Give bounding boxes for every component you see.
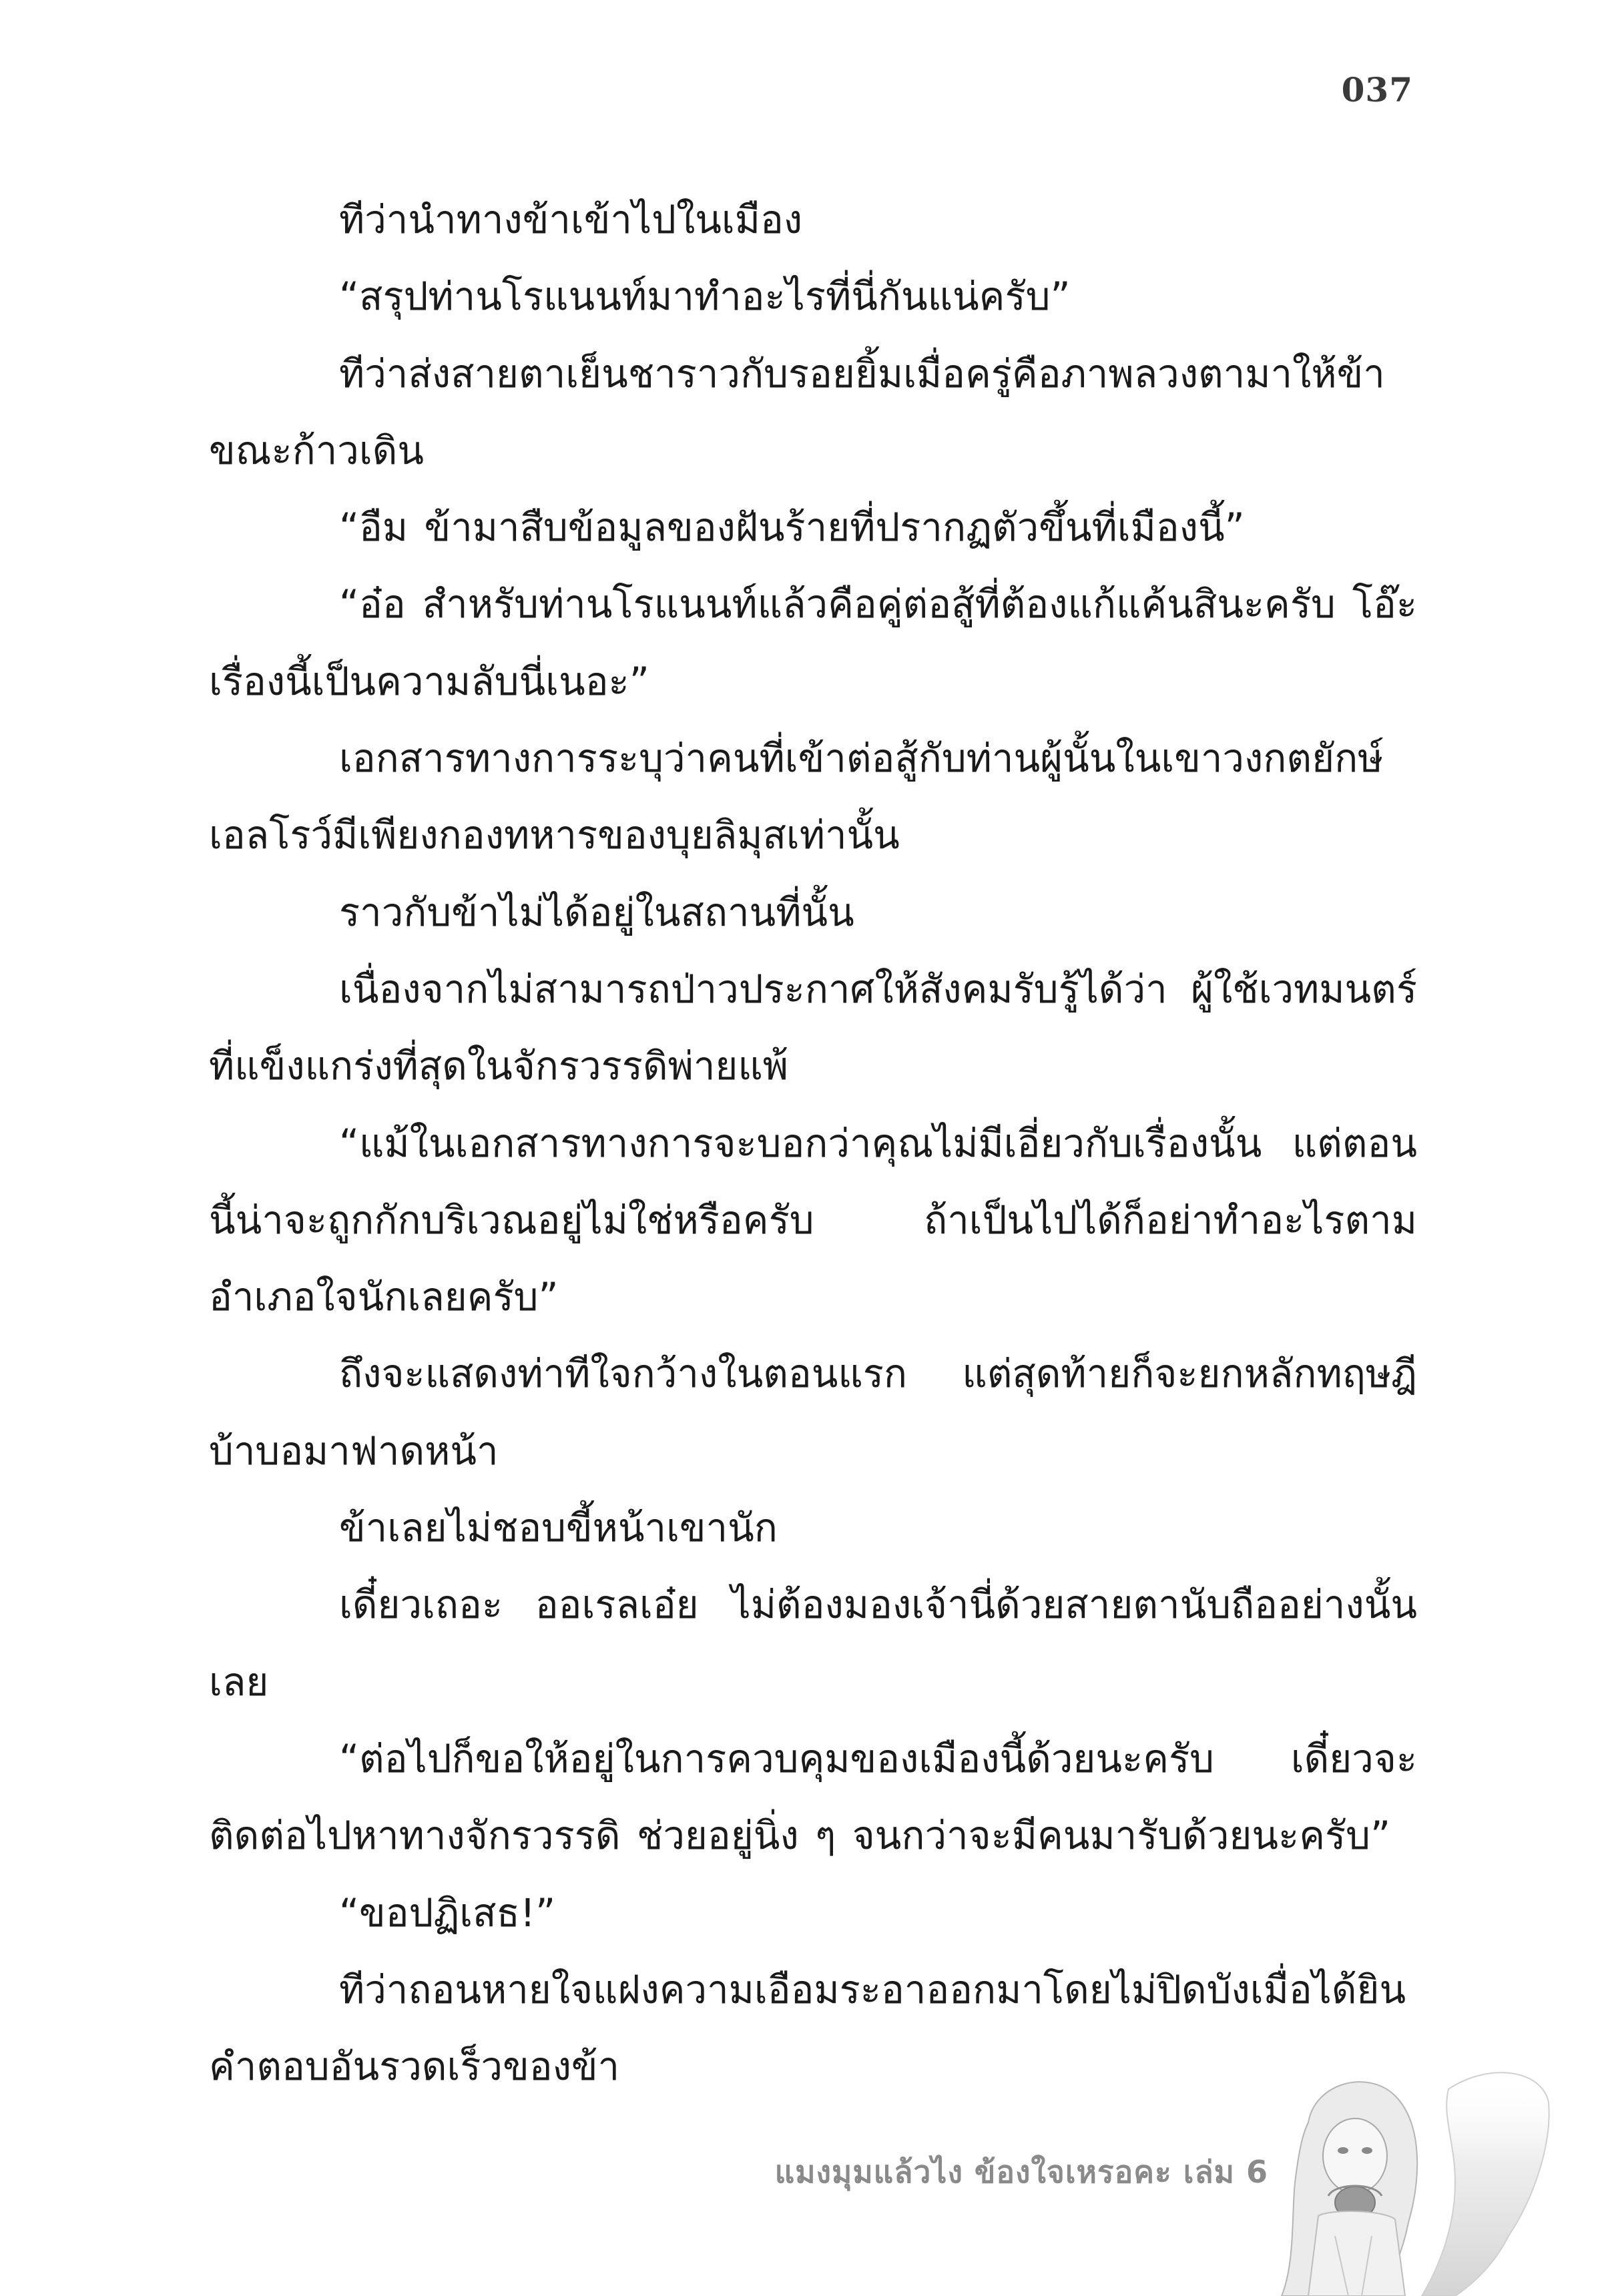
paragraph: “ต่อไปก็ขอให้อยู่ในการควบคุมของเมืองนี้ด้วยนะครับ เดี๋ยวจะติดต่อไปหาทางจักรวรรดิ ช่วยอยู่นิ่ง ๆ จนกว่าจะมีคนมารับด้วยนะครับ” xyxy=(209,1735,1417,1859)
paragraph: เอกสารทางการระบุว่าคนที่เข้าต่อสู้กับท่านผู้นั้นในเขาวงกตยักษ์เอลโรว์มีเพียงกองทหารของบุยลิมุสเท่านั้น xyxy=(209,736,1384,858)
paragraph: เดี๋ยวเถอะ ออเรลเอ๋ย ไม่ต้องมองเจ้านี่ด้วยสายตานับถืออย่างนั้นเลย xyxy=(209,1582,1417,1705)
paragraph: ทีว่าถอนหายใจแฝงความเอือมระอาออกมาโดยไม่ปิดบังเมื่อได้ยินคำตอบอันรวดเร็วของข้า xyxy=(209,1966,1406,2090)
paragraph: ทีว่านำทางข้าเข้าไปในเมือง xyxy=(339,197,803,242)
paragraph: “อ๋อ สำหรับท่านโรแนนท์แล้วคือคู่ต่อสู้ที่ต้องแก้แค้นสินะครับ โอ๊ะ เรื่องนี้เป็นความลับนี่เนอะ” xyxy=(209,581,1417,704)
paragraph: เนื่องจากไม่สามารถป่าวประกาศให้สังคมรับรู้ได้ว่า ผู้ใช้เวทมนตร์ที่แข็งแกร่งที่สุดในจักรวรรดิพ่ายแพ้ xyxy=(209,966,1417,1089)
paragraph: “สรุปท่านโรแนนท์มาทำอะไรที่นี่กันแน่ครับ” xyxy=(339,274,1071,320)
paragraph: “อืม ข้ามาสืบข้อมูลของฝันร้ายที่ปรากฏตัวขึ้นที่เมืองนี้” xyxy=(339,505,1245,551)
body-text xyxy=(209,182,1417,2105)
paragraph: ราวกับข้าไม่ได้อยู่ในสถานที่นั้น xyxy=(339,889,854,935)
footer-title: แมงมุมแล้วไง ข้องใจเหรอคะ เล่ม 6 xyxy=(774,2154,1268,2190)
paragraph: ทีว่าส่งสายตาเย็นชาราวกับรอยยิ้มเมื่อครู่คือภาพลวงตามาให้ข้าขณะก้าวเดิน xyxy=(209,350,1385,473)
paragraph: ข้าเลยไม่ชอบขี้หน้าเขานัก xyxy=(339,1505,778,1551)
paragraph: “ขอปฏิเสธ!” xyxy=(339,1890,556,1936)
character-illustration xyxy=(1255,2062,1562,2296)
paragraph: “แม้ในเอกสารทางการจะบอกว่าคุณไม่มีเอี่ยวกับเรื่องนั้น แต่ตอนนี้น่าจะถูกกักบริเวณอยู่ไม่ใช่หรือครับ ถ้าเป็นไปได้ก็อย่าทำอะไรตามอำเภอใจนักเลยครับ” xyxy=(209,1120,1417,1320)
paragraph: ถึงจะแสดงท่าทีใจกว้างในตอนแรก แต่สุดท้ายก็จะยกหลักทฤษฎีบ้าบอมาฟาดหน้า xyxy=(209,1351,1417,1474)
page-number: 037 xyxy=(1341,70,1413,109)
